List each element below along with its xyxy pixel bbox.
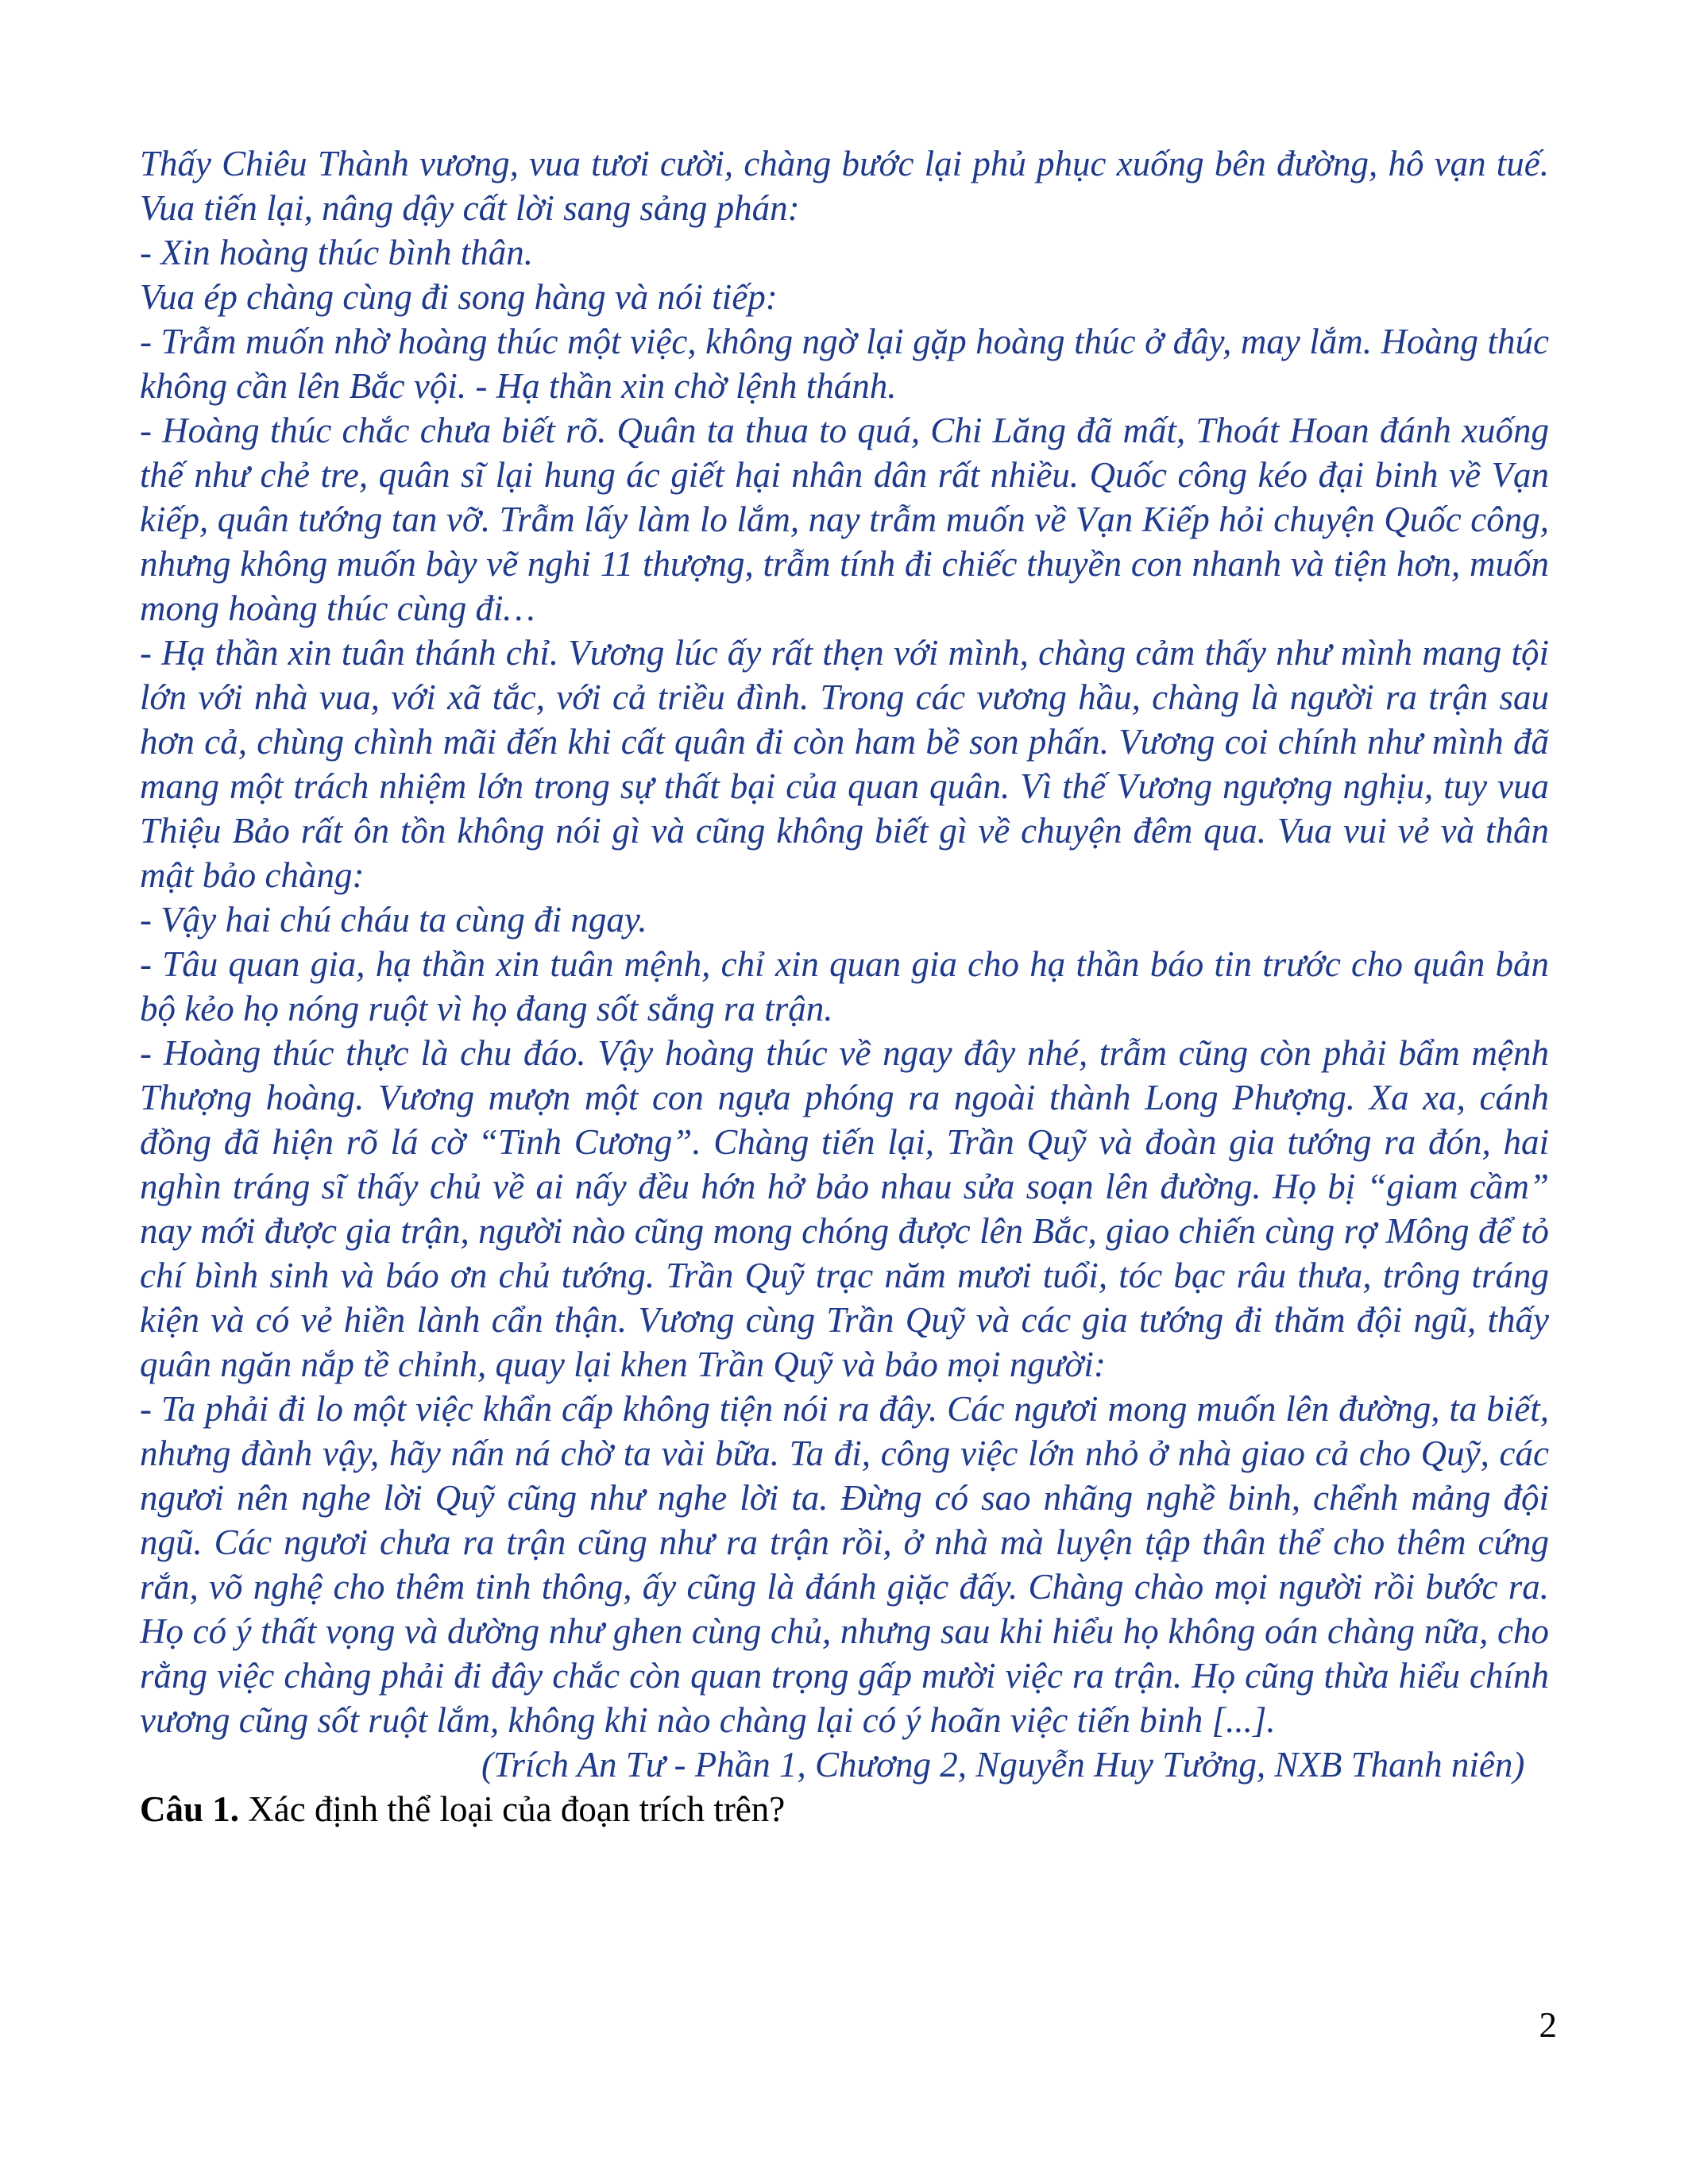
excerpt-paragraph: Thấy Chiêu Thành vương, vua tươi cười, chàng bước lại phủ phục xuống bên đường, hô vạn tuế. Vua tiến lại, nâng dậy cất lời sang sảng phán: — [140, 144, 1549, 228]
question-1 — [140, 1787, 1549, 1831]
excerpt-paragraph: - Hạ thần xin tuân thánh chỉ. Vương lúc ấy rất thẹn với mình, chàng cảm thấy như mình mang tội lớn với nhà vua, với xã tắc, với cả triều đình. Trong các vương hầu, chàng là người ra trận sau hơn cả, chùng chình mãi đến khi cất quân đi còn ham bề son phấn. Vương coi chính như mình đã mang một trách nhiệm lớn trong sự thất bại của quan quân. Vì thế Vương ngượng nghịu, tuy vua Thiệu Bảo rất ôn tồn không nói gì và cũng không biết gì về chuyện đêm qua. Vua vui vẻ và thân mật bảo chàng: — [140, 633, 1549, 895]
literary-excerpt — [140, 141, 1549, 1742]
page-number: 2 — [1539, 2005, 1557, 2045]
text-block — [140, 141, 1549, 1831]
question-number: Câu 1. — [140, 1789, 240, 1829]
question-text: Xác định thể loại của đoạn trích trên? — [239, 1789, 786, 1829]
excerpt-paragraph: - Vậy hai chú cháu ta cùng đi ngay. — [140, 900, 647, 940]
excerpt-paragraph: - Tâu quan gia, hạ thần xin tuân mệnh, chỉ xin quan gia cho hạ thần báo tin trước cho quân bản bộ kẻo họ nóng ruột vì họ đang sốt sắng ra trận. — [140, 944, 1549, 1028]
excerpt-paragraph: - Trẫm muốn nhờ hoàng thúc một việc, không ngờ lại gặp hoàng thúc ở đây, may lắm. Hoàng thúc không cần lên Bắc vội. - Hạ thần xin chờ lệnh thánh. — [140, 322, 1549, 406]
source-citation: (Trích An Tư - Phần 1, Chương 2, Nguyễn Huy Tưởng, NXB Thanh niên) — [481, 1745, 1525, 1785]
excerpt-paragraph: - Hoàng thúc chắc chưa biết rõ. Quân ta thua to quá, Chi Lăng đã mất, Thoát Hoan đánh xuống thế như chẻ tre, quân sĩ lại hung ác giết hại nhân dân rất nhiều. Quốc công kéo đại binh về Vạn kiếp, quân tướng tan vỡ. Trẫm lấy làm lo lắm, nay trẫm muốn về Vạn Kiếp hỏi chuyện Quốc công, nhưng không muốn bày vẽ nghi 11 thượng, trẫm tính đi chiếc thuyền con nhanh và tiện hơn, muốn mong hoàng thúc cùng đi… — [140, 411, 1549, 628]
excerpt-paragraph: - Xin hoàng thúc bình thân. — [140, 233, 533, 272]
excerpt-paragraph: - Hoàng thúc thực là chu đáo. Vậy hoàng thúc về ngay đây nhé, trẫm cũng còn phải bẩm mệnh Thượng hoàng. Vương mượn một con ngựa phóng ra ngoài thành Long Phượng. Xa xa, cánh đồng đã hiện rõ lá cờ “Tinh Cương”. Chàng tiến lại, Trần Quỹ và đoàn gia tướng ra đón, hai nghìn tráng sĩ thấy chủ về ai nấy đều hớn hở bảo nhau sửa soạn lên đường. Họ bị “giam cầm” nay mới được gia trận, người nào cũng mong chóng được lên Bắc, giao chiến cùng rợ Mông để tỏ chí bình sinh và báo ơn chủ tướng. Trần Quỹ trạc năm mươi tuổi, tóc bạc râu thưa, trông tráng kiện và có vẻ hiền lành cẩn thận. Vương cùng Trần Quỹ và các gia tướng đi thăm đội ngũ, thấy quân ngăn nắp tề chỉnh, quay lại khen Trần Quỹ và bảo mọi người: — [140, 1033, 1549, 1384]
excerpt-paragraph: Vua ép chàng cùng đi song hàng và nói tiếp: — [140, 277, 778, 317]
excerpt-paragraph: - Ta phải đi lo một việc khẩn cấp không tiện nói ra đây. Các ngươi mong muốn lên đường, ta biết, nhưng đành vậy, hãy nấn ná chờ ta vài bữa. Ta đi, công việc lớn nhỏ ở nhà giao cả cho Quỹ, các ngươi nên nghe lời Quỹ cũng như nghe lời ta. Đừng có sao nhãng nghề binh, chểnh mảng đội ngũ. Các ngươi chưa ra trận cũng như ra trận rồi, ở nhà mà luyện tập thân thể cho thêm cứng rắn, võ nghệ cho thêm tinh thông, ấy cũng là đánh giặc đấy. Chàng chào mọi người rồi bước ra. Họ có ý thất vọng và dường như ghen cùng chủ, nhưng sau khi hiểu họ không oán chàng nữa, cho rằng việc chàng phải đi đây chắc còn quan trọng gấp mười việc ra trận. Họ cũng thừa hiểu chính vương cũng sốt ruột lắm, không khi nào chàng lại có ý hoãn việc tiến binh [...]. — [140, 1389, 1549, 1740]
